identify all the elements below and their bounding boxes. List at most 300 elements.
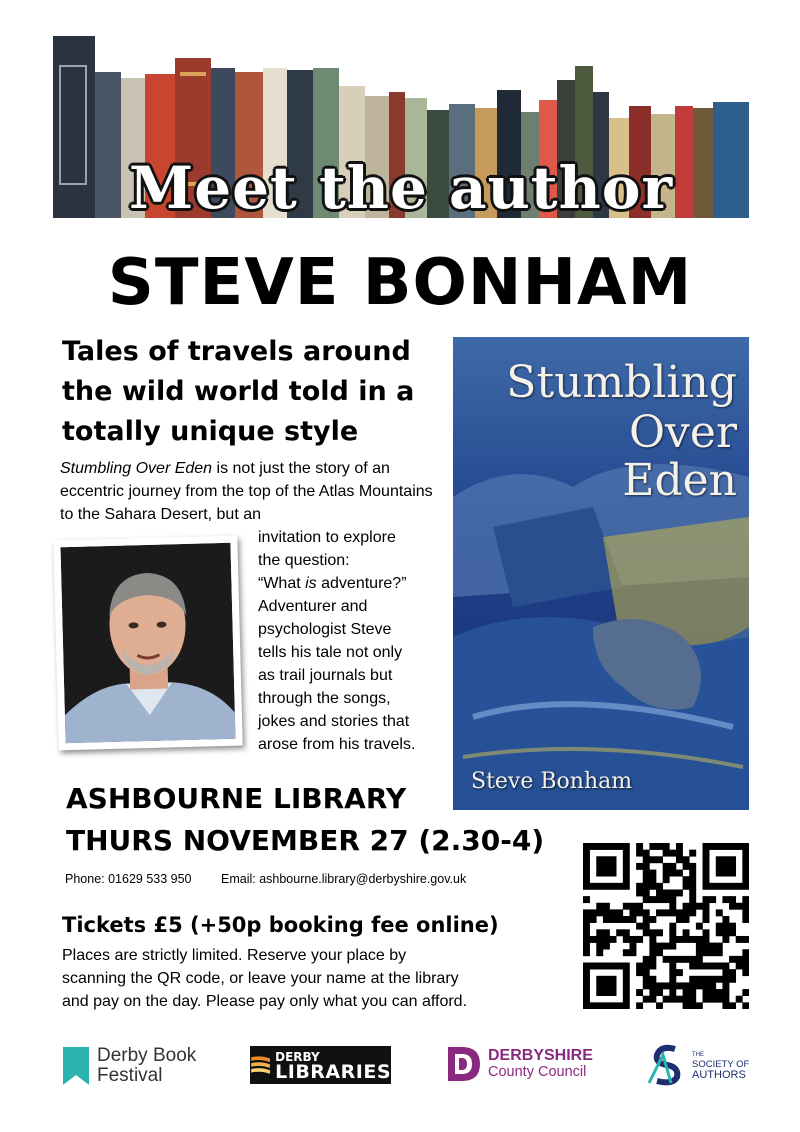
tickets-info (62, 944, 542, 1013)
qr-module (583, 989, 590, 996)
qr-module (656, 989, 663, 996)
qr-module (689, 909, 696, 916)
cover-author: Steve Bonham (471, 769, 633, 794)
description-line: through the songs, (258, 690, 391, 707)
qr-module (729, 929, 736, 936)
qr-module (610, 870, 617, 877)
qr-module (722, 863, 729, 870)
qr-module (722, 989, 729, 996)
derby-book-festival-logo (63, 1044, 196, 1088)
qr-module (649, 883, 656, 890)
contact-email[interactable]: Email: ashbourne.library@derbyshire.gov.uk (221, 872, 467, 886)
event-date: THURS NOVEMBER 27 (2.30-4) (66, 824, 545, 857)
qr-module (676, 936, 683, 943)
qr-module (729, 843, 736, 850)
qr-module (696, 943, 703, 950)
qr-module (663, 850, 670, 857)
qr-module (629, 949, 636, 956)
qr-module (610, 856, 617, 863)
qr-module (629, 916, 636, 923)
qr-module (663, 982, 670, 989)
qr-module (742, 916, 749, 923)
qr-module (736, 956, 743, 963)
qr-module (722, 883, 729, 890)
qr-module (742, 936, 749, 943)
qr-module (629, 943, 636, 950)
qr-module (596, 929, 603, 936)
qr-module (703, 976, 710, 983)
qr-module (663, 889, 670, 896)
qr-code-image (583, 843, 749, 1009)
qr-module (583, 943, 590, 950)
qr-module (590, 1002, 597, 1009)
qr-module (643, 889, 650, 896)
qr-module (623, 929, 630, 936)
qr-module (656, 883, 663, 890)
qr-module (583, 856, 590, 863)
qr-module (742, 850, 749, 857)
qr-module (689, 963, 696, 970)
qr-module (603, 963, 610, 970)
qr-module (596, 903, 603, 910)
tagline (62, 332, 442, 452)
description-emphasis: is (305, 575, 317, 592)
description-line: invitation to explore (258, 529, 396, 546)
qr-module (716, 963, 723, 970)
qr-module (696, 982, 703, 989)
qr-module (729, 1002, 736, 1009)
qr-module (736, 963, 743, 970)
qr-module (649, 936, 656, 943)
qr-module (610, 989, 617, 996)
qr-module (583, 923, 590, 930)
qr-module (603, 863, 610, 870)
qr-module (689, 936, 696, 943)
qr-module (623, 870, 630, 877)
qr-module (623, 996, 630, 1003)
qr-module (669, 956, 676, 963)
qr-module (656, 856, 663, 863)
qr-module (716, 883, 723, 890)
qr-module (703, 996, 710, 1003)
qr-module (610, 863, 617, 870)
qr-module (649, 976, 656, 983)
qr-module (610, 936, 617, 943)
qr-module (722, 963, 729, 970)
qr-module (669, 896, 676, 903)
qr-module (716, 929, 723, 936)
qr-module (649, 956, 656, 963)
qr-module (643, 963, 650, 970)
contact-line (65, 872, 466, 886)
qr-module (656, 929, 663, 936)
qr-module (643, 863, 650, 870)
qr-module (696, 1002, 703, 1009)
qr-module (583, 883, 590, 890)
qr-module (656, 1002, 663, 1009)
qr-module (716, 949, 723, 956)
qr-module (742, 896, 749, 903)
tickets-heading: Tickets £5 (+50p booking fee online) (62, 913, 499, 937)
qr-module (596, 870, 603, 877)
qr-module (729, 956, 736, 963)
qr-module (716, 989, 723, 996)
dbf-line1: Derby Book (97, 1045, 197, 1066)
qr-module (583, 982, 590, 989)
qr-module (736, 883, 743, 890)
qr-module (689, 889, 696, 896)
qr-module (716, 923, 723, 930)
qr-module (669, 863, 676, 870)
soa-line3: AUTHORS (692, 1069, 746, 1081)
author-name: STEVE BONHAM (107, 246, 693, 320)
qr-module (603, 870, 610, 877)
qr-module (590, 963, 597, 970)
qr-module (683, 956, 690, 963)
qr-module (623, 856, 630, 863)
soa-line2: SOCIETY OF (692, 1059, 750, 1070)
qr-module (610, 883, 617, 890)
qr-module (636, 963, 643, 970)
qr-module (689, 876, 696, 883)
qr-module (722, 896, 729, 903)
qr-module (603, 1002, 610, 1009)
qr-module (683, 989, 690, 996)
qr-module (649, 856, 656, 863)
author-photo (53, 536, 242, 751)
qr-module (623, 883, 630, 890)
qr-module (590, 916, 597, 923)
qr-module (696, 976, 703, 983)
qr-module (703, 876, 710, 883)
qr-module (703, 929, 710, 936)
qr-module (636, 909, 643, 916)
society-of-authors-emblem-icon (645, 1043, 689, 1087)
qr-module (709, 963, 716, 970)
qr-module (663, 896, 670, 903)
qr-module (742, 876, 749, 883)
qr-module (583, 929, 590, 936)
qr-module (689, 850, 696, 857)
qr-module (703, 903, 710, 910)
qr-module (583, 916, 590, 923)
qr-module (649, 943, 656, 950)
qr-module (596, 963, 603, 970)
qr-module (709, 976, 716, 983)
qr-module (583, 969, 590, 976)
tickets-info-line: scanning the QR code, or leave your name at the library (62, 970, 459, 987)
qr-module (729, 863, 736, 870)
book-title-inline: Stumbling Over Eden (60, 460, 213, 477)
qr-module (663, 876, 670, 883)
qr-module (649, 989, 656, 996)
qr-module (709, 982, 716, 989)
qr-module (689, 896, 696, 903)
qr-module (583, 909, 590, 916)
qr-module (689, 870, 696, 877)
qr-module (716, 863, 723, 870)
description-line: arose from his travels. (258, 736, 416, 753)
qr-module (643, 969, 650, 976)
qr-module (669, 889, 676, 896)
description-line: psychologist Steve (258, 621, 392, 638)
qr-module (669, 989, 676, 996)
qr-module (742, 856, 749, 863)
qr-module (603, 976, 610, 983)
qr-module (643, 916, 650, 923)
qr-module (583, 976, 590, 983)
qr-module (603, 903, 610, 910)
qr-module (709, 989, 716, 996)
qr-module (603, 936, 610, 943)
qr-module (703, 850, 710, 857)
banner-title: Meet the author (129, 154, 673, 218)
qr-module (742, 883, 749, 890)
qr-module (722, 929, 729, 936)
qr-module (683, 929, 690, 936)
qr-module (689, 863, 696, 870)
qr-module (643, 870, 650, 877)
qr-code[interactable] (583, 843, 749, 1009)
tickets-info-line: Places are strictly limited. Reserve your place by (62, 947, 407, 964)
qr-module (649, 843, 656, 850)
qr-module (590, 936, 597, 943)
qr-module (689, 903, 696, 910)
qr-module (683, 936, 690, 943)
qr-module (649, 949, 656, 956)
qr-module (603, 843, 610, 850)
qr-module (703, 936, 710, 943)
contact-phone: Phone: 01629 533 950 (65, 872, 192, 886)
derbyshire-county-council-logo (446, 1045, 593, 1083)
qr-module (703, 883, 710, 890)
dbf-line2: Festival (97, 1065, 163, 1086)
qr-module (703, 843, 710, 850)
qr-module (656, 949, 663, 956)
qr-module (616, 929, 623, 936)
qr-module (669, 850, 676, 857)
tagline-line: totally unique style (62, 416, 359, 447)
qr-module (590, 843, 597, 850)
qr-module (603, 916, 610, 923)
qr-module (736, 843, 743, 850)
qr-module (636, 989, 643, 996)
qr-module (669, 923, 676, 930)
qr-module (676, 843, 683, 850)
qr-module (636, 903, 643, 910)
qr-module (643, 883, 650, 890)
qr-module (649, 963, 656, 970)
qr-module (636, 843, 643, 850)
qr-module (703, 949, 710, 956)
qr-module (722, 969, 729, 976)
qr-module (742, 903, 749, 910)
qr-module (623, 963, 630, 970)
qr-module (623, 1002, 630, 1009)
qr-module (703, 989, 710, 996)
qr-module (703, 863, 710, 870)
qr-module (689, 989, 696, 996)
qr-module (649, 916, 656, 923)
qr-module (629, 909, 636, 916)
qr-module (736, 903, 743, 910)
qr-module (696, 949, 703, 956)
qr-module (709, 949, 716, 956)
qr-module (683, 876, 690, 883)
qr-module (623, 936, 630, 943)
qr-module (643, 929, 650, 936)
qr-module (729, 870, 736, 877)
qr-module (669, 963, 676, 970)
dcc-line2: County Council (488, 1064, 587, 1080)
qr-module (696, 903, 703, 910)
qr-module (683, 996, 690, 1003)
qr-module (583, 949, 590, 956)
qr-module (656, 982, 663, 989)
author-portrait (60, 543, 235, 743)
qr-module (596, 989, 603, 996)
qr-module (583, 963, 590, 970)
qr-module (669, 943, 676, 950)
qr-module (590, 909, 597, 916)
qr-module (729, 976, 736, 983)
qr-module (729, 903, 736, 910)
qr-module (596, 982, 603, 989)
qr-module (722, 982, 729, 989)
qr-module (676, 996, 683, 1003)
qr-module (729, 896, 736, 903)
qr-module (603, 982, 610, 989)
qr-module (656, 909, 663, 916)
qr-module (649, 982, 656, 989)
qr-module (643, 856, 650, 863)
qr-module (649, 870, 656, 877)
qr-module (636, 923, 643, 930)
qr-module (583, 896, 590, 903)
description-fragment: “What (258, 575, 306, 592)
qr-module (656, 896, 663, 903)
qr-module (623, 976, 630, 983)
qr-module (649, 896, 656, 903)
qr-module (610, 909, 617, 916)
qr-module (583, 996, 590, 1003)
qr-module (669, 929, 676, 936)
qr-module (676, 909, 683, 916)
qr-module (742, 949, 749, 956)
qr-module (583, 843, 590, 850)
qr-module (722, 856, 729, 863)
qr-module (643, 896, 650, 903)
qr-module (636, 889, 643, 896)
qr-module (722, 976, 729, 983)
description-line: as trail journals but (258, 667, 393, 684)
qr-module (709, 996, 716, 1003)
qr-module (590, 883, 597, 890)
qr-module (603, 929, 610, 936)
qr-module (610, 982, 617, 989)
bookmark-icon (63, 1047, 89, 1085)
soa-line1: THE (692, 1052, 704, 1058)
qr-module (603, 909, 610, 916)
qr-module (742, 989, 749, 996)
dl-line1: DERBY (275, 1050, 320, 1064)
tagline-line: the wild world told in a (62, 376, 415, 407)
qr-module (683, 1002, 690, 1009)
description-line: the question: (258, 552, 350, 569)
qr-module (722, 923, 729, 930)
qr-module (716, 856, 723, 863)
qr-module (623, 843, 630, 850)
qr-module (629, 936, 636, 943)
qr-module (610, 976, 617, 983)
qr-module (716, 976, 723, 983)
qr-module (623, 863, 630, 870)
qr-module (629, 903, 636, 910)
qr-module (616, 1002, 623, 1009)
qr-module (656, 889, 663, 896)
qr-module (689, 976, 696, 983)
qr-module (736, 996, 743, 1003)
qr-module (716, 843, 723, 850)
qr-module (663, 996, 670, 1003)
qr-module (709, 883, 716, 890)
qr-module (742, 969, 749, 976)
qr-module (583, 936, 590, 943)
qr-module (722, 870, 729, 877)
qr-module (716, 943, 723, 950)
qr-module (603, 856, 610, 863)
qr-module (616, 963, 623, 970)
cover-title-line: Stumbling (506, 357, 737, 408)
qr-module (683, 856, 690, 863)
qr-module (596, 863, 603, 870)
qr-module (643, 976, 650, 983)
qr-module (636, 883, 643, 890)
qr-module (656, 843, 663, 850)
qr-module (649, 929, 656, 936)
description-line: tells his tale not only (258, 644, 403, 661)
qr-module (669, 976, 676, 983)
qr-module (663, 956, 670, 963)
qr-module (603, 989, 610, 996)
qr-module (603, 883, 610, 890)
tickets-info-line: and pay on the day. Please pay only what you can afford. (62, 993, 468, 1010)
qr-module (643, 876, 650, 883)
qr-module (722, 1002, 729, 1009)
derby-libraries-logo (250, 1046, 391, 1084)
qr-module (689, 883, 696, 890)
dcc-line1: DERBYSHIRE (488, 1047, 593, 1064)
qr-module (703, 982, 710, 989)
qr-module (729, 883, 736, 890)
qr-module (676, 856, 683, 863)
qr-module (610, 963, 617, 970)
qr-module (616, 843, 623, 850)
qr-module (669, 936, 676, 943)
qr-module (623, 903, 630, 910)
qr-module (669, 909, 676, 916)
qr-module (683, 903, 690, 910)
qr-module (736, 936, 743, 943)
qr-module (729, 856, 736, 863)
qr-module (742, 1002, 749, 1009)
qr-module (596, 1002, 603, 1009)
qr-module (683, 883, 690, 890)
qr-module (729, 969, 736, 976)
qr-module (676, 982, 683, 989)
qr-module (616, 909, 623, 916)
qr-module (703, 916, 710, 923)
